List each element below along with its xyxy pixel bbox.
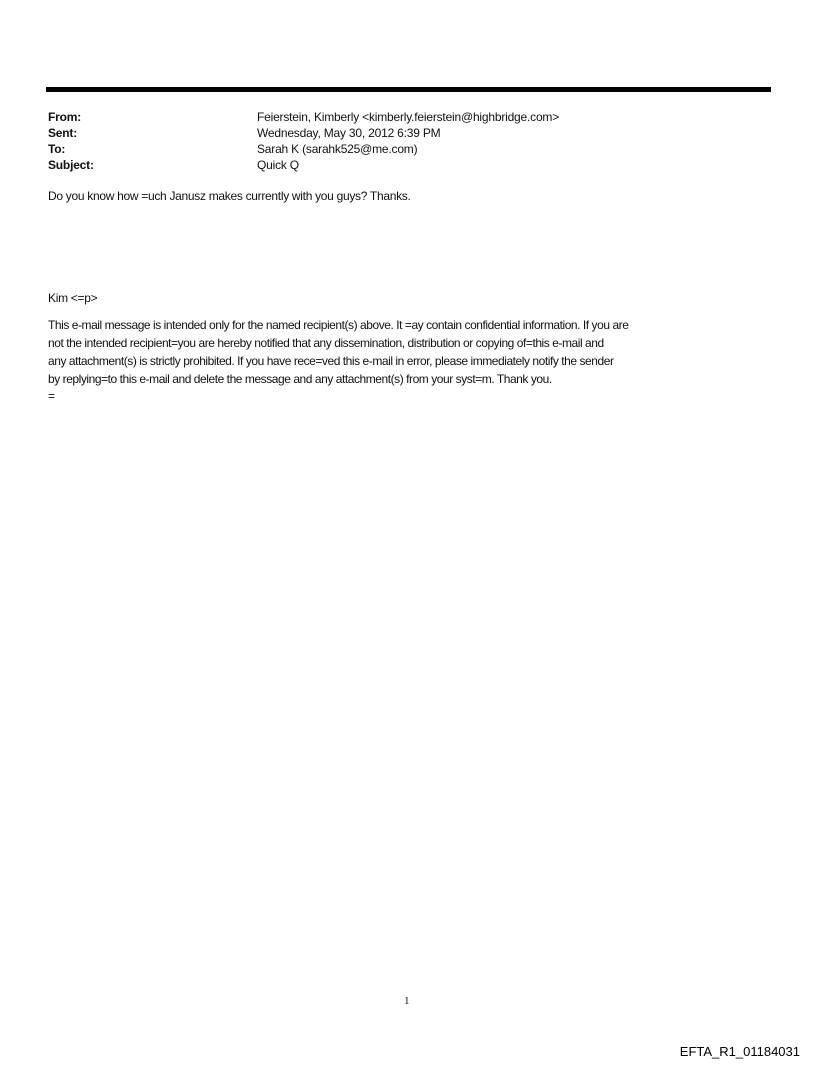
- header-label: To:: [48, 142, 66, 156]
- disclaimer: [48, 316, 628, 404]
- header-value: Wednesday, May 30, 2012 6:39 PM: [257, 126, 441, 140]
- document-id: EFTA_R1_01184031: [679, 1044, 800, 1059]
- header-value: Quick Q: [257, 158, 299, 172]
- header-label: From:: [48, 110, 81, 124]
- disclaimer-line: This e-mail message is intended only for the named recipient(s) above. It =ay contain confidential information. If you are: [48, 318, 629, 332]
- disclaimer-line: any attachment(s) is strictly prohibited. If you have rece=ved this e-mail in error, please immediately notify the sender: [48, 354, 614, 368]
- header-value: Sarah K (sarahk525@me.com): [257, 142, 418, 156]
- header-to: [48, 141, 559, 157]
- disclaimer-line: not the intended recipient=you are hereby notified that any dissemination, distribution or copying of=this e-mail and: [48, 336, 604, 350]
- disclaimer-line: by replying=to this e-mail and delete the message and any attachment(s) from your syst=m. Thank you.: [48, 372, 552, 386]
- header-rule: [46, 87, 771, 92]
- header-subject: [48, 157, 559, 173]
- header-from: [48, 109, 559, 125]
- header-label: Subject:: [48, 158, 94, 172]
- email-headers: [48, 109, 559, 173]
- header-sent: [48, 125, 559, 141]
- email-signature: Kim <=p>: [48, 291, 98, 305]
- header-label: Sent:: [48, 126, 78, 140]
- header-value: Feierstein, Kimberly <kimberly.feierstein@highbridge.com>: [257, 110, 560, 124]
- page-number: 1: [404, 995, 410, 1007]
- disclaimer-line: =: [48, 389, 55, 403]
- email-body: Do you know how =uch Janusz makes currently with you guys? Thanks.: [48, 189, 411, 203]
